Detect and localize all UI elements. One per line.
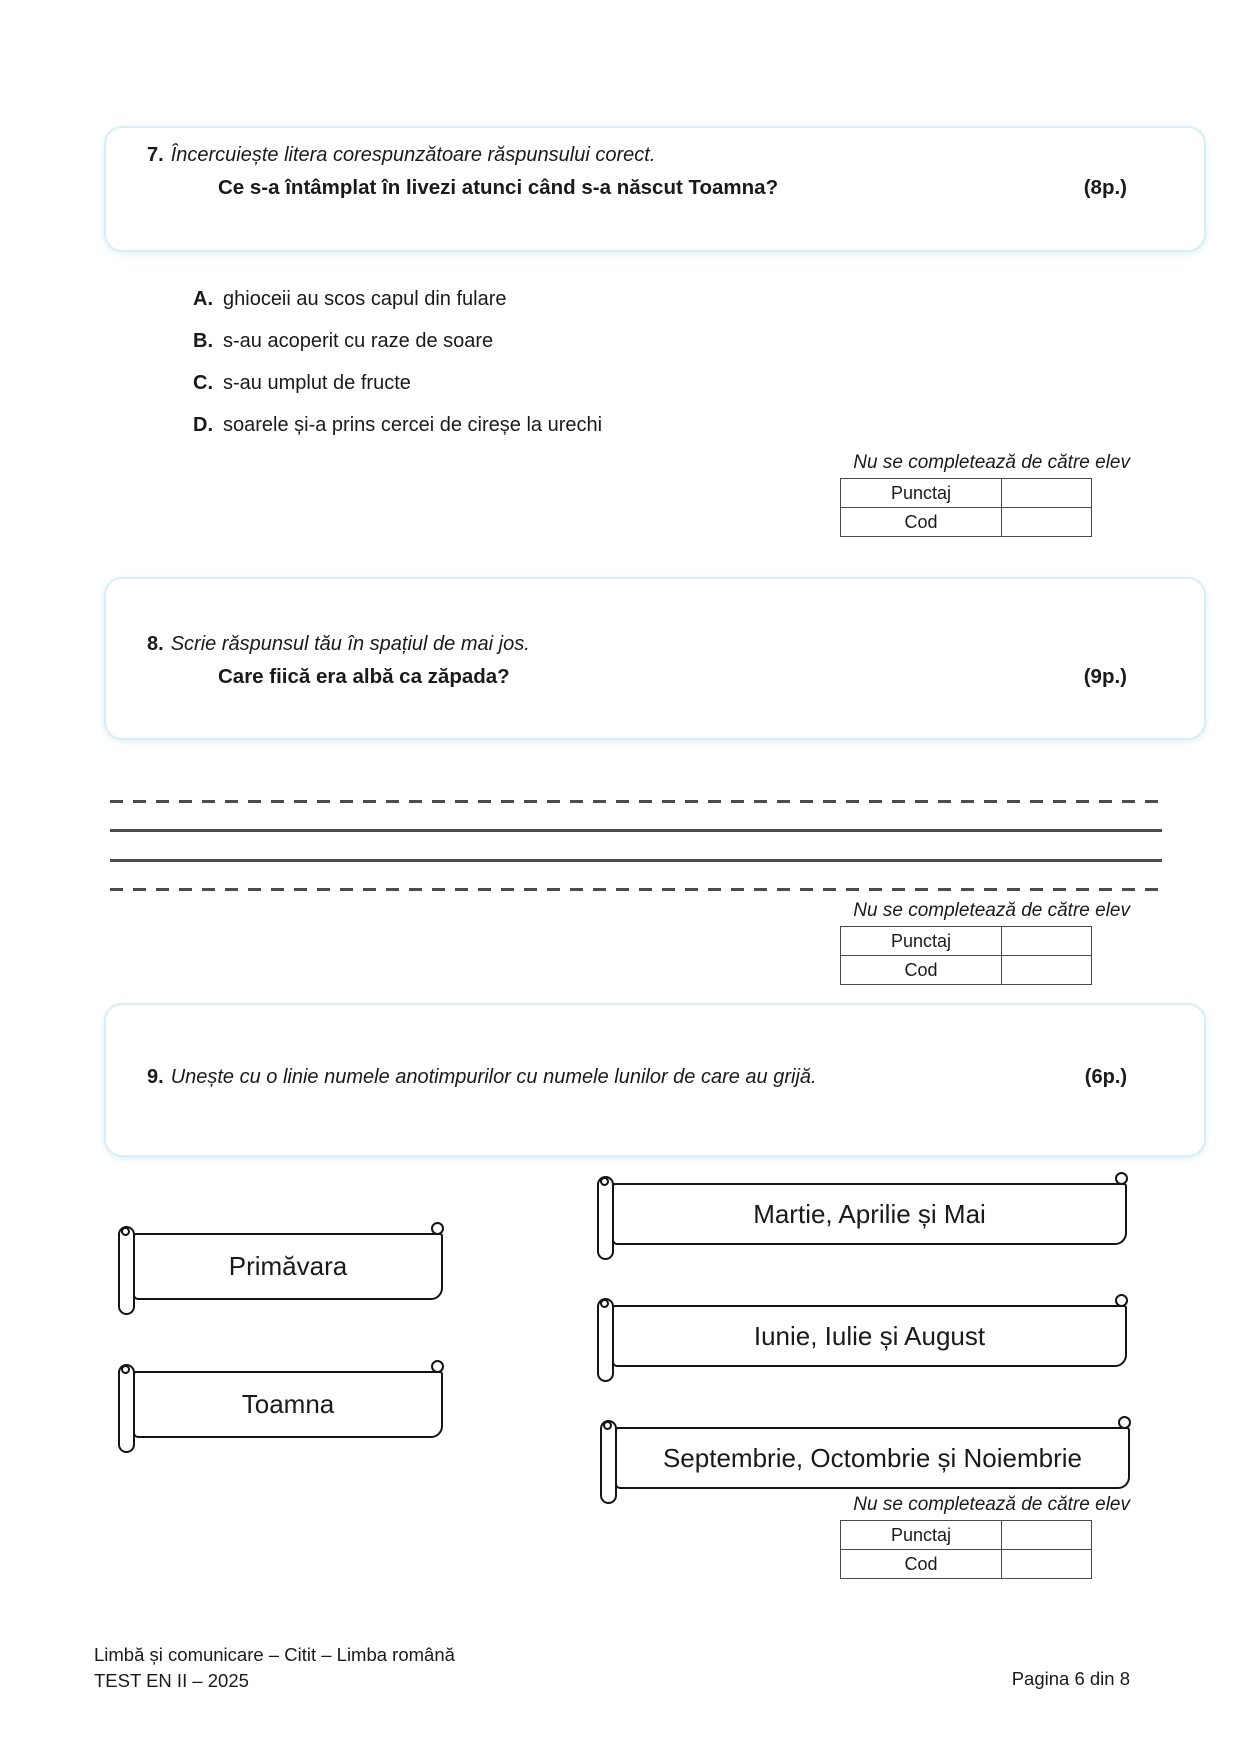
option-d (193, 404, 602, 446)
footer-subject: Limbă și comunicare – Citit – Limba română (94, 1644, 455, 1665)
season-label: Toamna (241, 1389, 335, 1419)
scroll-curl-left-icon (121, 1227, 130, 1236)
question-9-content (106, 1005, 1204, 1090)
option-c-letter: C. (193, 371, 213, 394)
scroll-curl-left-icon (600, 1299, 609, 1308)
question-7-instruction: Încercuiește litera corespunzătoare răspunsului corect. (170, 144, 656, 166)
cod-label: Cod (841, 508, 1002, 536)
cod-label: Cod (841, 1550, 1002, 1578)
months-label: Septembrie, Octombrie și Noiembrie (662, 1442, 1083, 1473)
question-7-content (106, 128, 1204, 200)
score-table (840, 1520, 1092, 1579)
option-a-text: ghioceii au scos capul din fulare (223, 287, 507, 310)
score-row-punctaj (841, 479, 1091, 507)
punctaj-label: Punctaj (841, 1521, 1002, 1549)
score-label: Nu se completează de către elev (853, 452, 1130, 473)
season-banner-toamna (118, 1360, 443, 1453)
question-9-box (104, 1003, 1206, 1157)
score-row-punctaj (841, 1521, 1091, 1549)
scroll-curl-left-icon (600, 1177, 609, 1186)
question-7-prompt-line (147, 175, 1127, 200)
punctaj-value (1002, 927, 1091, 955)
question-8-box (104, 577, 1206, 740)
score-label: Nu se completează de către elev (853, 900, 1130, 921)
answer-line-dashed-top (110, 800, 1162, 803)
cod-value (1002, 508, 1091, 536)
option-c-text: s-au umplut de fructe (223, 371, 411, 394)
answer-line-solid-2 (110, 859, 1162, 862)
season-label: Primăvara (228, 1251, 348, 1281)
score-row-cod (841, 955, 1091, 984)
question-7-number: 7. (147, 144, 164, 166)
option-b-text: s-au acoperit cu raze de soare (223, 329, 494, 352)
months-banner-autumn (600, 1416, 1130, 1504)
scroll-curl-left-icon (121, 1365, 130, 1374)
months-banner-summer (597, 1294, 1127, 1382)
question-9-instruction-line (147, 1065, 1127, 1090)
cod-label: Cod (841, 956, 1002, 984)
question-7-box (104, 126, 1206, 252)
score-row-cod (841, 1549, 1091, 1578)
question-9-points: (6p.) (1084, 1066, 1127, 1088)
question-8-content (106, 579, 1204, 689)
question-8-instruction-line (147, 632, 1127, 657)
option-d-text: soarele și-a prins cercei de cireșe la urechi (223, 413, 603, 436)
score-row-cod (841, 507, 1091, 536)
question-7-instruction-line (147, 143, 1127, 168)
question-7-prompt: Ce s-a întâmplat în livezi atunci când s-a născut Toamna? (218, 176, 779, 199)
question-8-prompt: Care fiică era albă ca zăpada? (218, 665, 510, 688)
answer-line-solid-1 (110, 829, 1162, 832)
option-b (193, 320, 602, 362)
score-table (840, 926, 1092, 985)
question-8-number: 8. (147, 633, 164, 655)
score-row-punctaj (841, 927, 1091, 955)
punctaj-label: Punctaj (841, 927, 1002, 955)
score-block-q9 (840, 1494, 1130, 1579)
months-label: Iunie, Iulie și August (753, 1320, 986, 1351)
question-9-number: 9. (147, 1066, 164, 1088)
question-8-points: (9p.) (1083, 665, 1127, 688)
footer-test-id: TEST EN II – 2025 (94, 1670, 249, 1691)
question-7-options (193, 278, 602, 446)
score-block-q8 (840, 900, 1130, 985)
footer-page-number: Pagina 6 din 8 (1011, 1668, 1130, 1689)
question-8-prompt-line (147, 664, 1127, 689)
score-block-q7 (840, 452, 1130, 537)
option-a-letter: A. (193, 287, 213, 310)
option-c (193, 362, 602, 404)
months-banner-spring (597, 1172, 1127, 1260)
punctaj-label: Punctaj (841, 479, 1002, 507)
question-7-points: (8p.) (1083, 176, 1127, 199)
question-9-instruction: Unește cu o linie numele anotimpurilor cu numele lunilor de care au grijă. (170, 1066, 817, 1088)
punctaj-value (1002, 479, 1091, 507)
option-d-letter: D. (193, 413, 213, 436)
punctaj-value (1002, 1521, 1091, 1549)
footer-left (94, 1642, 455, 1694)
option-b-letter: B. (193, 329, 213, 352)
question-8-instruction: Scrie răspunsul tău în spațiul de mai jos. (170, 633, 530, 655)
cod-value (1002, 956, 1091, 984)
season-banner-primavara (118, 1222, 443, 1315)
months-label: Martie, Aprilie și Mai (753, 1198, 986, 1229)
score-table (840, 478, 1092, 537)
answer-line-dashed-bottom (110, 888, 1162, 891)
score-label: Nu se completează de către elev (853, 1494, 1130, 1515)
cod-value (1002, 1550, 1091, 1578)
scroll-curl-left-icon (603, 1421, 612, 1430)
option-a (193, 278, 602, 320)
